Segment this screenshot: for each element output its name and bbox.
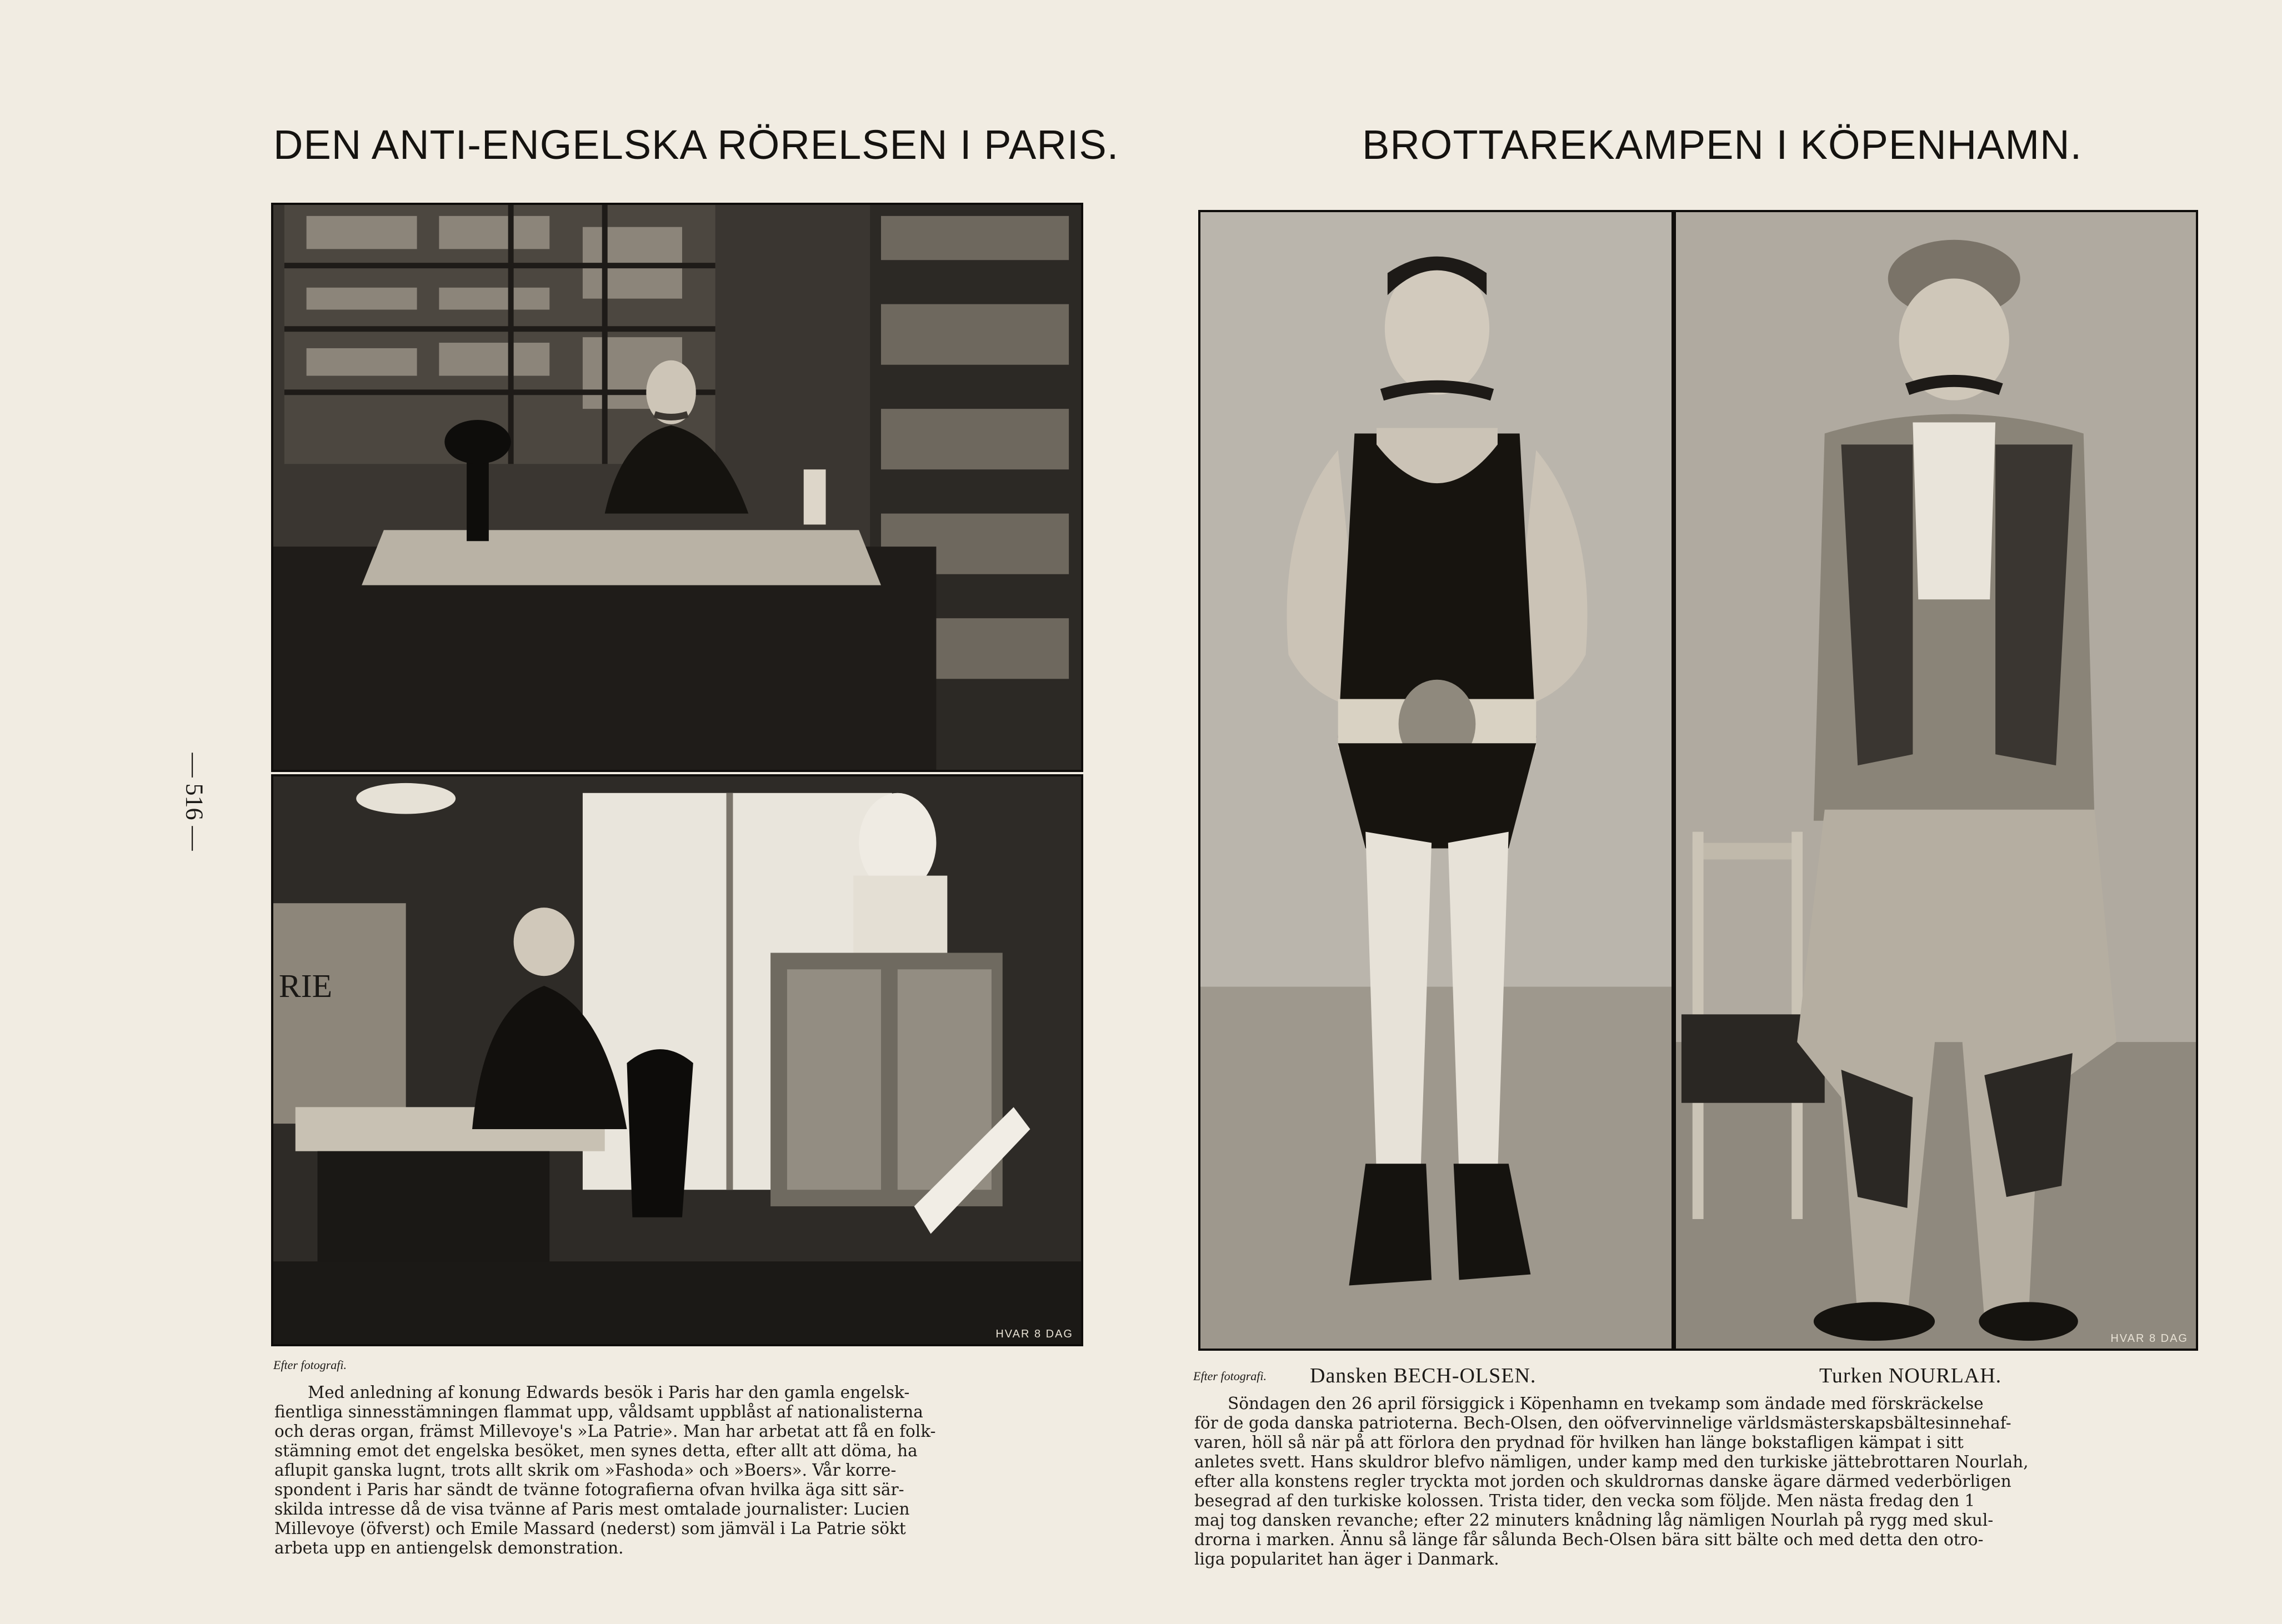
wrestler-bech-olsen-illustration: [1200, 212, 1672, 1349]
photo-millevoye-study: [271, 203, 1083, 772]
left-article-line: Med anledning af konung Edwards besök i Paris har den gamla engelsk-: [308, 1383, 910, 1402]
right-article-line: anletes svett. Hans skuldror blefvo nämligen, under kamp med den turkiske jättebrottaren Nourlah,: [1194, 1452, 2029, 1471]
label-nourlah-prefix: Turken: [1819, 1364, 1883, 1387]
right-engraver-mark: HVAR 8 DAG: [2110, 1332, 2188, 1345]
right-photo-credit: Efter fotografi.: [1193, 1369, 1267, 1383]
label-nourlah: [1819, 1364, 2001, 1388]
right-headline: BROTTAREKAMPEN I KÖPENHAMN.: [1362, 122, 2083, 168]
left-engraver-mark: HVAR 8 DAG: [995, 1328, 1073, 1340]
left-article-line: aflupit ganska lugnt, trots allt skrik om »Fashoda» och »Boers». Vår korre-: [274, 1461, 897, 1480]
photo-massard-office: [271, 774, 1083, 1346]
left-article: [274, 1383, 1085, 1558]
right-article-line: Söndagen den 26 april försiggick i Köpenhamn en tvekamp som ändade med förskräckelse: [1228, 1394, 1984, 1413]
photo-bech-olsen: [1198, 210, 1674, 1351]
label-bech-olsen: [1310, 1364, 1536, 1388]
right-article-line: för de goda danska patrioterna. Bech-Olsen, den oöfvervinnelige världsmästerskapsbältesinnehaf-: [1194, 1414, 2011, 1432]
right-article-line: besegrad af den turkiske kolossen. Trista tider, den vecka som följde. Men nästa fredag den 1: [1194, 1491, 1975, 1510]
right-article: [1194, 1394, 2200, 1569]
page-number: — 516 —: [181, 753, 208, 851]
right-article-line: drorna i marken. Ännu så länge får sålunda Bech-Olsen bära sitt bälte och med detta den otro-: [1194, 1530, 1984, 1549]
label-bech-olsen-prefix: Dansken: [1310, 1364, 1388, 1387]
left-headline: DEN ANTI-ENGELSKA RÖRELSEN I PARIS.: [273, 122, 1119, 168]
photo-nourlah: [1674, 210, 2198, 1351]
right-article-line: maj tog dansken revanche; efter 22 minuters knådning låg nämligen Nourlah på rygg med skul-: [1194, 1511, 1994, 1530]
right-article-line: efter alla konstens regler tryckta mot jorden och skuldrornas danske ägare därmed vederbörligen: [1194, 1472, 2011, 1491]
left-article-line: stämning emot det engelska besöket, men synes detta, efter allt att döma, ha: [274, 1441, 918, 1460]
right-article-line: varen, höll så när på att förlora den prydnad för hvilken han länge bokstafligen kämpat i sitt: [1194, 1433, 1964, 1452]
left-article-line: skilda intresse då de visa tvänne af Paris mest omtalade journalister: Lucien: [274, 1500, 910, 1518]
left-article-line: spondent i Paris har sändt de tvänne fotografierna ofvan hvilka äga sitt sär-: [274, 1480, 904, 1499]
right-article-line: liga popularitet han äger i Danmark.: [1194, 1550, 1499, 1568]
left-article-line: arbeta upp en antiengelsk demonstration.: [274, 1538, 624, 1557]
left-article-line: och deras organ, främst Millevoye's »La Patrie». Man har arbetat att få en folk-: [274, 1422, 936, 1441]
left-article-line: fientliga sinnesstämningen flammat upp, våldsamt uppblåst af nationalisterna: [274, 1402, 923, 1421]
label-nourlah-name: NOURLAH.: [1888, 1364, 2002, 1387]
label-bech-olsen-name: BECH-OLSEN.: [1393, 1364, 1537, 1387]
left-article-line: Millevoye (öfverst) och Emile Massard (nederst) som jämväl i La Patrie sökt: [274, 1519, 906, 1538]
study-scene-illustration: [273, 205, 1081, 770]
wrestler-nourlah-illustration: [1676, 212, 2196, 1349]
svg-text:RIE: RIE: [278, 967, 333, 1004]
office-scene-illustration: [273, 776, 1081, 1344]
left-photo-credit: Efter fotografi.: [273, 1358, 347, 1372]
